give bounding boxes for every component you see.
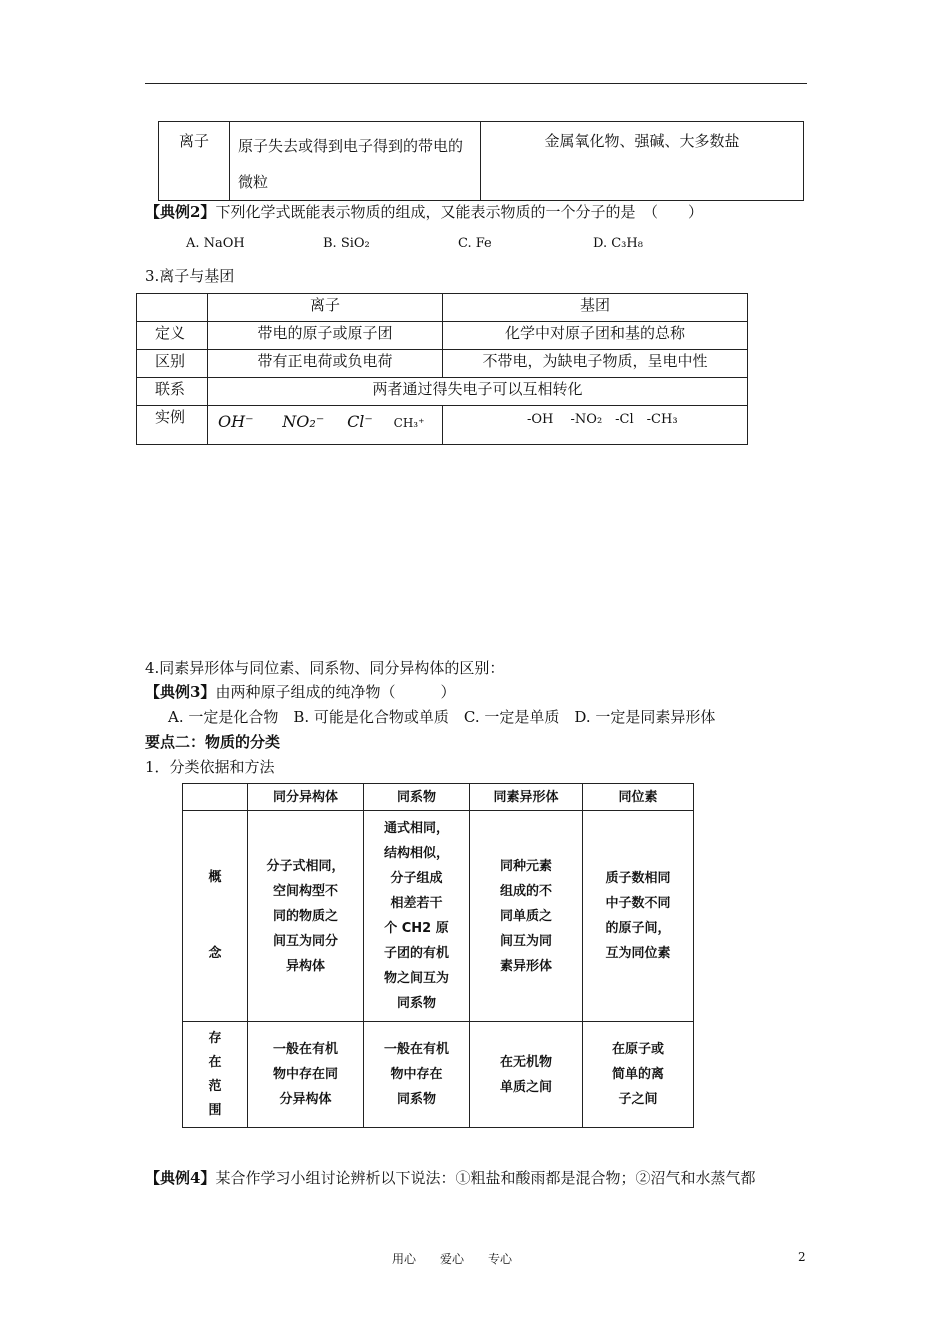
keypoint2-heading: 要点二：物质的分类 bbox=[145, 733, 281, 751]
header-homolog: 同系物 bbox=[364, 784, 470, 811]
range-label-char: 围 bbox=[208, 1102, 222, 1118]
range-label-char: 存 bbox=[208, 1030, 222, 1046]
relation-text: 两者通过得失电子可以互相转化 bbox=[208, 378, 748, 406]
row-label-difference: 区别 bbox=[137, 350, 208, 378]
concept-isomer-line: 间互为同分 bbox=[272, 933, 338, 949]
concept-label-1: 概 bbox=[208, 870, 222, 885]
ion-header: 离子 bbox=[208, 294, 443, 322]
row-label-relation: 联系 bbox=[137, 378, 208, 406]
range-isotope-line: 子之间 bbox=[618, 1092, 658, 1107]
example4-label: 【典例4】 bbox=[145, 1169, 216, 1187]
concept-isomer-line: 同的物质之 bbox=[272, 908, 338, 924]
range-allotrope bbox=[470, 1022, 583, 1128]
concept-allotrope-line: 素异形体 bbox=[499, 958, 552, 974]
header-isotope: 同位素 bbox=[583, 784, 694, 811]
ion-difference: 带有正电荷或负电荷 bbox=[208, 350, 443, 378]
range-allotrope-line: 在无机物 bbox=[499, 1054, 552, 1070]
range-homolog bbox=[364, 1022, 470, 1128]
range-isomer bbox=[248, 1022, 364, 1128]
range-isomer-line: 物中存在同 bbox=[272, 1067, 338, 1082]
group-difference: 不带电，为缺电子物质，呈电中性 bbox=[443, 350, 748, 378]
range-label-cell bbox=[183, 1022, 248, 1128]
concept-homolog bbox=[364, 811, 470, 1022]
header-rule bbox=[145, 83, 807, 84]
row-label-example: 实例 bbox=[137, 406, 208, 445]
range-isomer-line: 分异构体 bbox=[279, 1092, 332, 1107]
example3-text: 由两种原子组成的纯净物（ ） bbox=[215, 683, 456, 701]
example3-options: A. 一定是化合物 B. 可能是化合物或单质 C. 一定是单质 D. 一定是同素异形体 bbox=[168, 708, 716, 726]
header-allotrope: 同素异形体 bbox=[470, 784, 583, 811]
concept-isomer-line: 分子式相同， bbox=[266, 858, 345, 874]
concept-label-2: 念 bbox=[208, 946, 222, 961]
range-label-char: 在 bbox=[208, 1054, 222, 1070]
class-table-corner bbox=[183, 784, 248, 811]
definition-cell bbox=[230, 122, 481, 201]
group-header: 基团 bbox=[443, 294, 748, 322]
example2-question bbox=[145, 201, 703, 222]
example2-option-b: B. SiO₂ bbox=[323, 236, 370, 251]
example3-question bbox=[145, 681, 455, 702]
concept-homolog-line: 通式相同， bbox=[383, 821, 449, 836]
concept-isotope-line: 中子数不同 bbox=[605, 896, 671, 911]
ion-example-oh: OH⁻ bbox=[218, 412, 254, 431]
concept-isomer bbox=[248, 811, 364, 1022]
group-definition: 化学中对原子团和基的总称 bbox=[443, 322, 748, 350]
section3-title: 3.离子与基团 bbox=[145, 267, 235, 285]
example4-body: 某合作学习小组讨论辨析以下说法：①粗盐和酸雨都是混合物；②沼气和水蒸气都 bbox=[215, 1169, 756, 1187]
concept-isomer-line: 空间构型不 bbox=[272, 883, 338, 899]
example2-option-a: A. NaOH bbox=[186, 236, 245, 251]
range-isomer-line: 一般在有机 bbox=[272, 1042, 338, 1057]
concept-homolog-line: 物之间互为 bbox=[383, 971, 449, 986]
group-examples: -OH -NO₂ -Cl -CH₃ bbox=[443, 406, 748, 445]
concept-homolog-line: 个 CH2 原 bbox=[384, 921, 449, 936]
ion-definition-table bbox=[158, 121, 804, 201]
concept-isotope-line: 互为同位素 bbox=[605, 946, 671, 961]
example2-option-d: D. C₃H₈ bbox=[593, 236, 643, 251]
range-isotope bbox=[583, 1022, 694, 1128]
page-number: 2 bbox=[798, 1250, 806, 1264]
ion-examples-cell bbox=[208, 406, 443, 445]
concept-homolog-line: 分子组成 bbox=[390, 871, 443, 886]
definition-text: 原子失去或得到电子得到的带电的微粒 bbox=[238, 137, 464, 191]
examples-text: 金属氧化物、强碱、大多数盐 bbox=[544, 132, 740, 150]
range-allotrope-line: 单质之间 bbox=[499, 1079, 552, 1095]
example2-label: 【典例2】 bbox=[145, 203, 216, 221]
subsection1-title: 1．分类依据和方法 bbox=[145, 758, 275, 776]
classification-table bbox=[182, 783, 694, 1128]
ion-example-ch3: CH₃⁺ bbox=[393, 416, 425, 430]
example4-text bbox=[145, 1167, 755, 1188]
row-label-definition: 定义 bbox=[137, 322, 208, 350]
ion-table-corner bbox=[137, 294, 208, 322]
examples-cell bbox=[481, 122, 804, 201]
concept-homolog-line: 相差若干 bbox=[390, 896, 443, 911]
concept-isotope bbox=[583, 811, 694, 1022]
concept-homolog-line: 结构相似， bbox=[383, 846, 449, 861]
footer-motto: 用心 爱心 专心 bbox=[392, 1252, 513, 1266]
concept-label-cell bbox=[183, 811, 248, 1022]
concept-homolog-line: 子团的有机 bbox=[383, 946, 449, 961]
range-homolog-line: 物中存在 bbox=[390, 1067, 443, 1082]
ion-example-cl: Cl⁻ bbox=[347, 412, 373, 431]
term-cell bbox=[159, 122, 230, 201]
ion-definition: 带电的原子或原子团 bbox=[208, 322, 443, 350]
range-homolog-line: 一般在有机 bbox=[383, 1042, 449, 1057]
section4-title: 4.同素异形体与同位素、同系物、同分异构体的区别： bbox=[145, 659, 505, 677]
example2-option-c: C. Fe bbox=[458, 236, 492, 251]
concept-allotrope-line: 间互为同 bbox=[499, 933, 552, 949]
range-isotope-line: 在原子或 bbox=[611, 1042, 664, 1057]
concept-allotrope-line: 同单质之 bbox=[499, 908, 552, 924]
concept-homolog-line: 同系物 bbox=[396, 996, 436, 1011]
ion-group-table bbox=[136, 293, 748, 445]
range-label-char: 范 bbox=[208, 1078, 222, 1094]
example3-label: 【典例3】 bbox=[145, 683, 216, 701]
concept-allotrope bbox=[470, 811, 583, 1022]
header-isomer: 同分异构体 bbox=[248, 784, 364, 811]
concept-isomer-line: 异构体 bbox=[285, 958, 325, 974]
range-isotope-line: 简单的离 bbox=[611, 1067, 664, 1082]
concept-isotope-line: 质子数相同 bbox=[605, 871, 671, 886]
term-text: 离子 bbox=[178, 132, 209, 150]
concept-allotrope-line: 组成的不 bbox=[499, 883, 552, 899]
concept-allotrope-line: 同种元素 bbox=[499, 858, 552, 874]
example2-text: 下列化学式既能表示物质的组成，又能表示物质的一个分子的是 （ ） bbox=[215, 203, 703, 221]
ion-example-no2: NO₂⁻ bbox=[282, 412, 325, 431]
concept-isotope-line: 的原子间， bbox=[605, 921, 671, 936]
range-homolog-line: 同系物 bbox=[396, 1092, 436, 1107]
